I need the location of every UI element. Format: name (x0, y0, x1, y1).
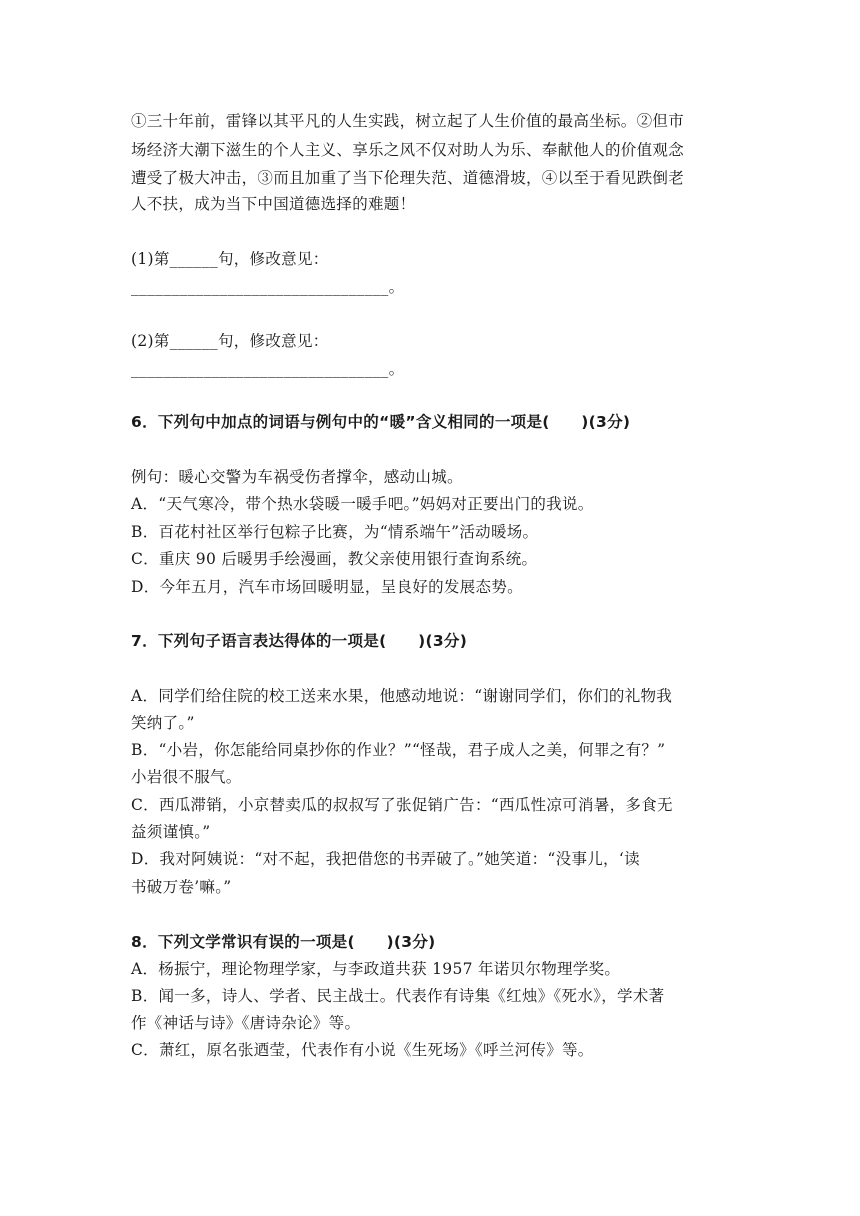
question-8-option-line: B．闻一多，诗人、学者、民主战士。代表作有诗集《红烛》《死水》，学术著 (131, 987, 665, 1005)
question-6-title: 6．下列句中加点的词语与例句中的“暖”含义相同的一项是( )(3分) (131, 413, 631, 431)
question-8-option-line: 作《神话与诗》《唐诗杂论》等。 (131, 1014, 361, 1032)
question-7-option-line: 小岩很不服气。 (131, 768, 242, 786)
question-7-option-line: 益须谨慎。” (131, 823, 211, 841)
question-7-option-line: D．我对阿姨说：“对不起，我把借您的书弄破了。”她笑道：“没事儿，‘读 (131, 850, 640, 868)
question-7-title: 7．下列句子语言表达得体的一项是( )(3分) (131, 632, 468, 650)
fill-in-prompt: (2)第______句，修改意见： (131, 332, 329, 350)
passage-line: ①三十年前，雷锋以其平凡的人生实践，树立起了人生价值的最高坐标。②但市 (131, 112, 685, 130)
question-7-option-line: B．“小岩，你怎能给同桌抄你的作业？”“怪哉，君子成人之美，何罪之有？” (131, 741, 666, 759)
question-8-option-line: A．杨振宁，理论物理学家，与李政道共获 1957 年诺贝尔物理学奖。 (131, 960, 621, 978)
question-7-option-line: 笑纳了。” (131, 714, 195, 732)
answer-blank: ________________________________。 (131, 278, 405, 296)
question-8-title: 8．下列文学常识有误的一项是( )(3分) (131, 933, 436, 951)
question-6-example: 例句：暖心交警为车祸受伤者撑伞，感动山城。 (131, 468, 463, 486)
fill-in-prompt: (1)第______句，修改意见： (131, 250, 329, 268)
question-6-option-d: D．今年五月，汽车市场回暖明显，呈良好的发展态势。 (131, 578, 523, 596)
passage-line: 遭受了极大冲击，③而且加重了当下伦理失范、道德滑坡，④以至于看见跌倒老 (131, 169, 685, 187)
question-7-option-line: 书破万卷’嘛。” (131, 878, 232, 896)
question-7-option-line: C．西瓜滞销，小京替卖瓜的叔叔写了张促销广告：“西瓜性凉可消暑，多食无 (131, 796, 673, 814)
answer-blank: ________________________________。 (131, 360, 405, 378)
question-8-option-line: C．萧红，原名张迺莹，代表作有小说《生死场》《呼兰河传》等。 (131, 1041, 594, 1059)
passage-line: 场经济大潮下滋生的个人主义、享乐之风不仅对助人为乐、奉献他人的价值观念 (131, 141, 685, 159)
question-6-option-a: A．“天气寒冷，带个热水袋暖一暖手吧。”妈妈对正要出门的我说。 (131, 495, 594, 513)
passage-line: 人不扶，成为当下中国道德选择的难题！ (131, 195, 416, 213)
question-6-option-b: B．百花村社区举行包粽子比赛，为“情系端午”活动暖场。 (131, 523, 539, 541)
question-7-option-line: A．同学们给住院的校工送来水果，他感动地说：“谢谢同学们，你们的礼物我 (131, 687, 673, 705)
question-6-option-c: C．重庆 90 后暖男手绘漫画，教父亲使用银行查询系统。 (131, 550, 538, 568)
